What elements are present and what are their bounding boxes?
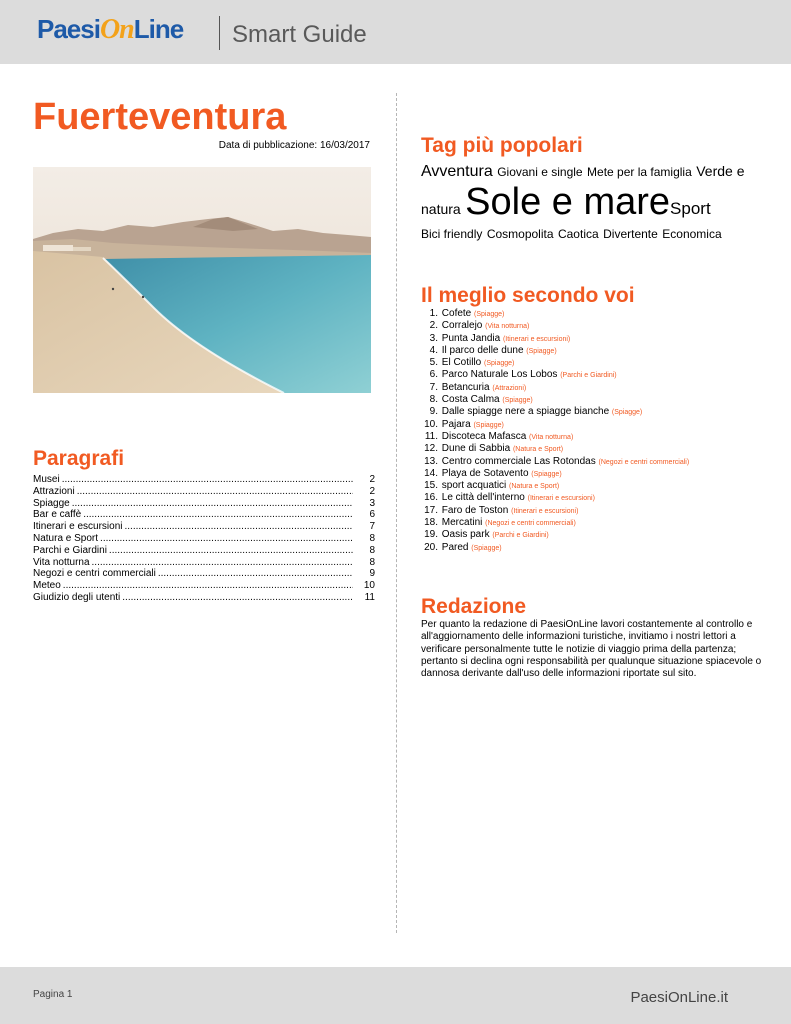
list-item[interactable] bbox=[421, 419, 781, 431]
toc-row[interactable] bbox=[33, 498, 375, 510]
paragraphs-heading: Paragrafi bbox=[33, 447, 125, 470]
list-item-name: Betancuria bbox=[441, 381, 490, 393]
list-item[interactable] bbox=[421, 357, 781, 369]
list-item-name: Le città dell'interno bbox=[441, 492, 525, 504]
list-item-number: 7. bbox=[429, 381, 438, 393]
toc-row[interactable] bbox=[33, 474, 375, 486]
toc-page-number: 10 bbox=[363, 580, 375, 592]
logo-text-paesi: Paesi bbox=[37, 14, 100, 44]
list-item-category: (Vita notturna) bbox=[485, 323, 530, 331]
list-item-name: Cofete bbox=[441, 308, 472, 319]
list-item-number: 6. bbox=[429, 369, 438, 381]
list-item-category: (Spiagge) bbox=[611, 409, 643, 417]
list-item-category: (Itinerari e escursioni) bbox=[502, 335, 571, 343]
paesionline-logo[interactable] bbox=[37, 14, 207, 54]
list-item[interactable] bbox=[421, 529, 781, 541]
list-item[interactable] bbox=[421, 406, 781, 418]
tag-link[interactable]: Mete per la famiglia bbox=[587, 165, 692, 179]
list-item[interactable] bbox=[421, 505, 781, 517]
toc-label: Parchi e Giardini bbox=[33, 544, 107, 556]
toc-row[interactable] bbox=[33, 568, 375, 580]
list-item-name: Mercatini bbox=[441, 517, 483, 529]
list-item-name: Pajara bbox=[441, 418, 471, 430]
toc-label: Meteo bbox=[33, 580, 61, 592]
toc-label: Vita notturna bbox=[33, 556, 90, 568]
tag-link[interactable]: Cosmopolita bbox=[486, 226, 554, 241]
logo-text-line: Line bbox=[133, 14, 184, 44]
tag-link[interactable]: Sport bbox=[670, 199, 711, 219]
toc-label: Giudizio degli utenti bbox=[33, 591, 121, 603]
tag-link[interactable]: Bici friendly bbox=[421, 226, 483, 241]
list-item-name: Dune di Sabbia bbox=[441, 443, 511, 455]
header-subtitle: Smart Guide bbox=[232, 21, 367, 48]
list-item-name: Il parco delle dune bbox=[441, 344, 524, 356]
list-item-number: 19. bbox=[424, 529, 438, 541]
logo-text-on: On bbox=[99, 14, 134, 45]
list-item[interactable] bbox=[421, 480, 781, 492]
toc-label: Bar e caffè bbox=[33, 509, 82, 521]
page-number: Pagina 1 bbox=[33, 989, 73, 1000]
list-item-category: (Spiagge) bbox=[471, 544, 502, 552]
toc-row[interactable] bbox=[33, 521, 375, 533]
list-item-number: 20. bbox=[424, 541, 438, 553]
toc-leader bbox=[124, 521, 353, 533]
list-item-number: 13. bbox=[424, 455, 438, 467]
list-item-name: Corralejo bbox=[441, 320, 483, 332]
list-item[interactable] bbox=[421, 517, 781, 529]
tag-link[interactable]: Verde e natura bbox=[421, 163, 745, 218]
toc-label: Itinerari e escursioni bbox=[33, 521, 123, 533]
list-item[interactable] bbox=[421, 456, 781, 468]
list-item[interactable] bbox=[421, 345, 781, 357]
list-item-category: (Spiagge) bbox=[531, 470, 562, 478]
list-item-name: Discoteca Mafasca bbox=[441, 430, 527, 442]
list-item-category: (Natura e Sport) bbox=[509, 483, 560, 491]
toc-page-number: 2 bbox=[369, 485, 375, 497]
list-item-name: Pared bbox=[441, 541, 469, 553]
toc-page-number: 8 bbox=[369, 532, 375, 544]
list-item-category: (Attrazioni) bbox=[492, 384, 527, 392]
list-item-name: El Cotillo bbox=[441, 357, 482, 369]
list-item-name: Playa de Sotavento bbox=[441, 467, 529, 479]
toc-leader bbox=[92, 557, 353, 569]
list-item-name: Punta Jandia bbox=[441, 332, 501, 344]
column-divider bbox=[396, 93, 397, 933]
list-item-number: 9. bbox=[429, 406, 438, 418]
list-item-number: 16. bbox=[424, 492, 438, 504]
toc-leader bbox=[77, 486, 353, 498]
tags-heading: Tag più popolari bbox=[421, 134, 583, 157]
list-item-category: (Itinerari e escursioni) bbox=[527, 495, 595, 503]
list-item-number: 17. bbox=[424, 504, 438, 516]
beach-photo bbox=[33, 167, 371, 393]
tag-link[interactable]: Economica bbox=[662, 226, 722, 241]
list-item-category: (Spiagge) bbox=[526, 347, 557, 355]
list-item[interactable] bbox=[421, 308, 781, 320]
list-item-number: 5. bbox=[429, 357, 438, 369]
list-item-number: 15. bbox=[424, 480, 438, 492]
best-list bbox=[421, 308, 781, 554]
page-title: Fuerteventura bbox=[33, 96, 287, 138]
toc-leader bbox=[109, 545, 353, 557]
toc-leader bbox=[122, 592, 353, 604]
list-item[interactable] bbox=[421, 492, 781, 504]
toc-page-number: 2 bbox=[369, 474, 375, 485]
list-item[interactable] bbox=[421, 320, 781, 332]
toc-page-number: 9 bbox=[369, 568, 375, 580]
site-link[interactable]: PaesiOnLine.it bbox=[630, 989, 728, 1006]
footer-bar bbox=[0, 967, 791, 1024]
toc-label: Natura e Sport bbox=[33, 532, 99, 544]
tag-cloud bbox=[421, 160, 771, 245]
list-item-name: Faro de Toston bbox=[441, 504, 509, 516]
header-bar bbox=[0, 0, 791, 64]
list-item-category: (Spiagge) bbox=[484, 360, 515, 368]
toc-row[interactable] bbox=[33, 486, 375, 498]
toc-label: Spiagge bbox=[33, 497, 70, 509]
list-item-category: (Negozi e centri commerciali) bbox=[598, 458, 690, 466]
tag-link[interactable]: Divertente bbox=[603, 226, 658, 241]
redazione-text: Per quanto la redazione di PaesiOnLine lavori costantemente al controllo e all'aggiornamento delle informazioni turistiche, invitiamo i nostri lettori a verificare personalmente tutte le notizie di viaggio prima della partenza; pertanto si declina ogni responsabilità per qualunque situazione spiacevole o dannosa derivante dall'uso delle informazioni riportate sul sito. bbox=[421, 619, 762, 680]
redazione-heading: Redazione bbox=[421, 595, 527, 618]
list-item-number: 14. bbox=[424, 467, 438, 479]
toc-page-number: 6 bbox=[369, 509, 375, 521]
list-item-name: Parco Naturale Los Lobos bbox=[441, 369, 558, 381]
toc-leader bbox=[72, 498, 353, 510]
list-item-name: Costa Calma bbox=[441, 394, 500, 406]
list-item[interactable] bbox=[421, 382, 781, 394]
toc-page-number: 8 bbox=[369, 556, 375, 568]
list-item-name: sport acquatici bbox=[441, 480, 507, 492]
toc-label: Musei bbox=[33, 474, 60, 485]
toc-page-number: 8 bbox=[369, 544, 375, 556]
list-item-number: 11. bbox=[424, 430, 438, 442]
toc-row[interactable] bbox=[33, 509, 375, 521]
toc-label: Attrazioni bbox=[33, 485, 75, 497]
list-item-category: (Spiagge) bbox=[473, 421, 504, 429]
publication-date: Data di pubblicazione: 16/03/2017 bbox=[218, 140, 370, 151]
list-item-number: 1. bbox=[429, 308, 438, 319]
toc-leader bbox=[62, 474, 353, 486]
toc-row[interactable] bbox=[33, 592, 375, 604]
toc-leader bbox=[100, 533, 353, 545]
list-item-category: (Parchi e Giardini) bbox=[492, 532, 549, 540]
list-item-number: 3. bbox=[429, 332, 438, 344]
list-item-name: Oasis park bbox=[441, 529, 490, 541]
tag-link[interactable]: Avventura bbox=[421, 163, 493, 180]
list-item-number: 8. bbox=[429, 394, 438, 406]
toc-row[interactable] bbox=[33, 545, 375, 557]
toc-label: Negozi e centri commerciali bbox=[33, 568, 156, 580]
list-item-number: 12. bbox=[424, 443, 438, 455]
toc-row[interactable] bbox=[33, 533, 375, 545]
toc-row[interactable] bbox=[33, 557, 375, 569]
list-item-category: (Natura e Sport) bbox=[512, 446, 564, 454]
best-heading: Il meglio secondo voi bbox=[421, 284, 635, 307]
list-item-number: 18. bbox=[424, 517, 438, 529]
list-item-category: (Itinerari e escursioni) bbox=[511, 507, 579, 515]
tag-link[interactable]: Sole e mare bbox=[465, 181, 671, 224]
toc-page-number: 11 bbox=[364, 591, 375, 603]
toc-page-number: 7 bbox=[369, 521, 375, 533]
list-item-name: Centro commerciale Las Rotondas bbox=[441, 455, 596, 467]
list-item-name: Dalle spiagge nere a spiagge bianche bbox=[441, 406, 610, 418]
toc-row[interactable] bbox=[33, 580, 375, 592]
header-divider bbox=[219, 16, 220, 50]
list-item[interactable] bbox=[421, 468, 781, 480]
list-item[interactable] bbox=[421, 542, 781, 554]
list-item-category: (Spiagge) bbox=[474, 311, 505, 318]
toc-leader bbox=[63, 580, 353, 592]
tag-link[interactable]: Giovani e single bbox=[497, 165, 583, 179]
list-item-number: 2. bbox=[429, 320, 438, 332]
list-item-number: 10. bbox=[424, 418, 438, 430]
list-item-category: (Spiagge) bbox=[502, 397, 533, 405]
list-item-category: (Vita notturna) bbox=[529, 433, 574, 441]
paragraphs-toc bbox=[33, 474, 375, 604]
list-item[interactable] bbox=[421, 369, 781, 381]
list-item[interactable] bbox=[421, 431, 781, 443]
list-item[interactable] bbox=[421, 443, 781, 455]
list-item-category: (Parchi e Giardini) bbox=[560, 372, 617, 380]
tag-link[interactable]: Caotica bbox=[557, 226, 599, 241]
list-item-number: 4. bbox=[429, 344, 438, 356]
list-item[interactable] bbox=[421, 394, 781, 406]
toc-leader bbox=[83, 509, 353, 521]
toc-page-number: 3 bbox=[369, 497, 375, 509]
toc-leader bbox=[158, 568, 353, 580]
list-item-category: (Negozi e centri commerciali) bbox=[485, 520, 576, 528]
list-item[interactable] bbox=[421, 333, 781, 345]
